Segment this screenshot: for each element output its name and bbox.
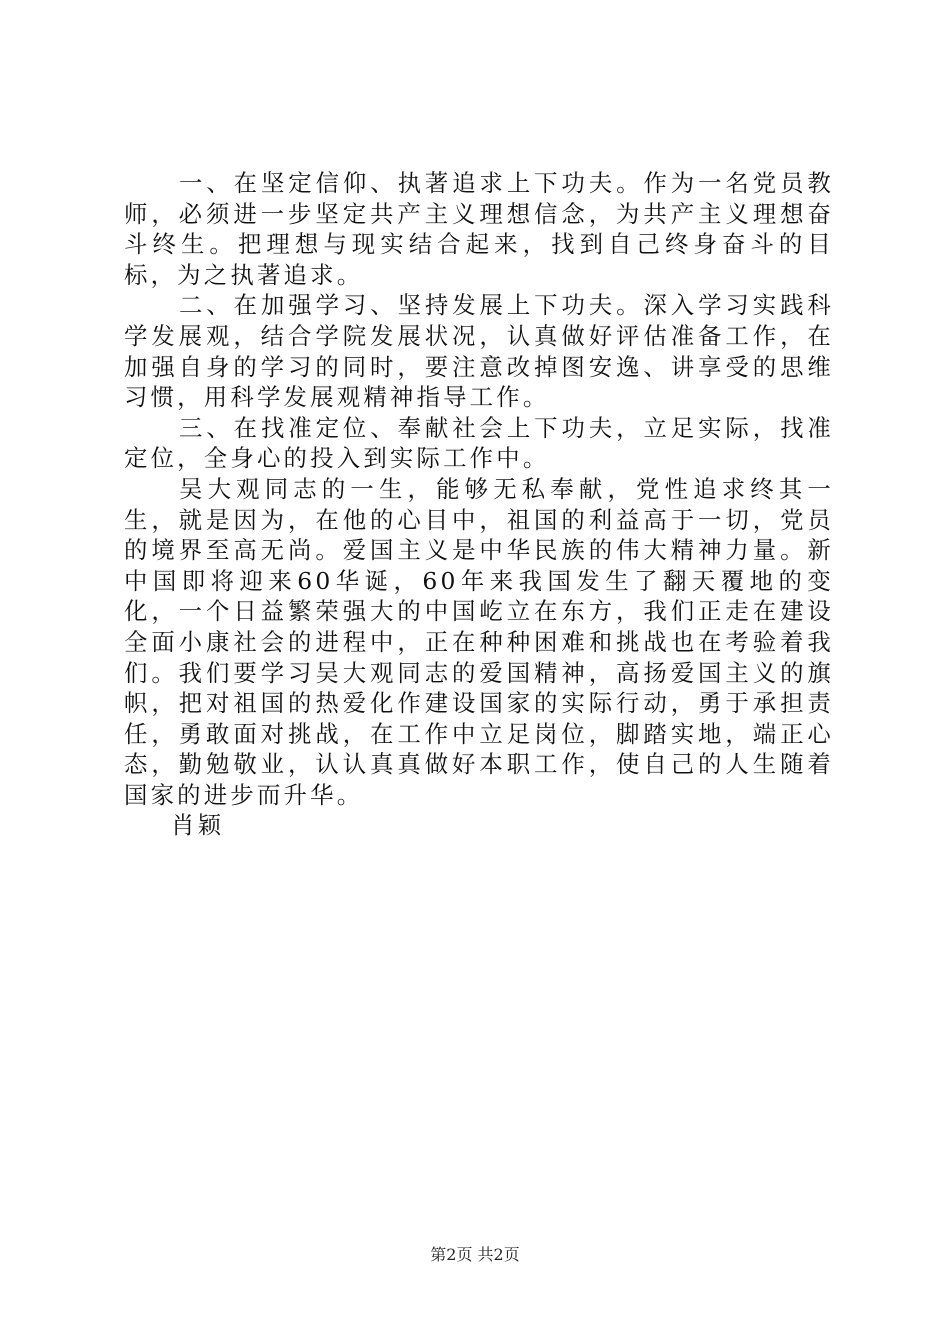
page-footer: 第2页 共2页: [430, 1245, 520, 1264]
paragraph-1: 一、在坚定信仰、执著追求上下功夫。作为一名党员教师，必须进一步坚定共产主义理想信念，为共产主义理想奋斗终生。把理想与现实结合起来，找到自己终身奋斗的目标，为之执著追求。: [124, 169, 834, 289]
document-body: [124, 168, 834, 841]
paragraph-2: 二、在加强学习、坚持发展上下功夫。深入学习实践科学发展观，结合学院发展状况，认真做好评估准备工作，在加强自身的学习的同时，要注意改掉图安逸、讲享受的思维习惯，用科学发展观精神指导工作。: [124, 291, 834, 412]
paragraph-3: 三、在找准定位、奉献社会上下功夫，立足实际，找准定位，全身心的投入到实际工作中。: [124, 413, 834, 473]
paragraph-4: 吴大观同志的一生，能够无私奉献，党性追求终其一生，就是因为，在他的心目中，祖国的利益高于一切，党员的境界至高无尚。爱国主义是中华民族的伟大精神力量。新中国即将迎来60华诞，60年来我国发生了翻天覆地的变化，一个日益繁荣强大的中国屹立在东方，我们正走在建设全面小康社会的进程中，正在种种困难和挑战也在考验着我们。我们要学习吴大观同志的爱国精神，高扬爱国主义的旗帜，把对祖国的热爱化作建设国家的实际行动，勇于承担责任，勇敢面对挑战，在工作中立足岗位，脚踏实地，端正心态，勤勉敬业，认认真真做好本职工作，使自己的人生随着国家的进步而升华。: [124, 474, 834, 809]
author-signature: 肖颖: [171, 811, 225, 840]
